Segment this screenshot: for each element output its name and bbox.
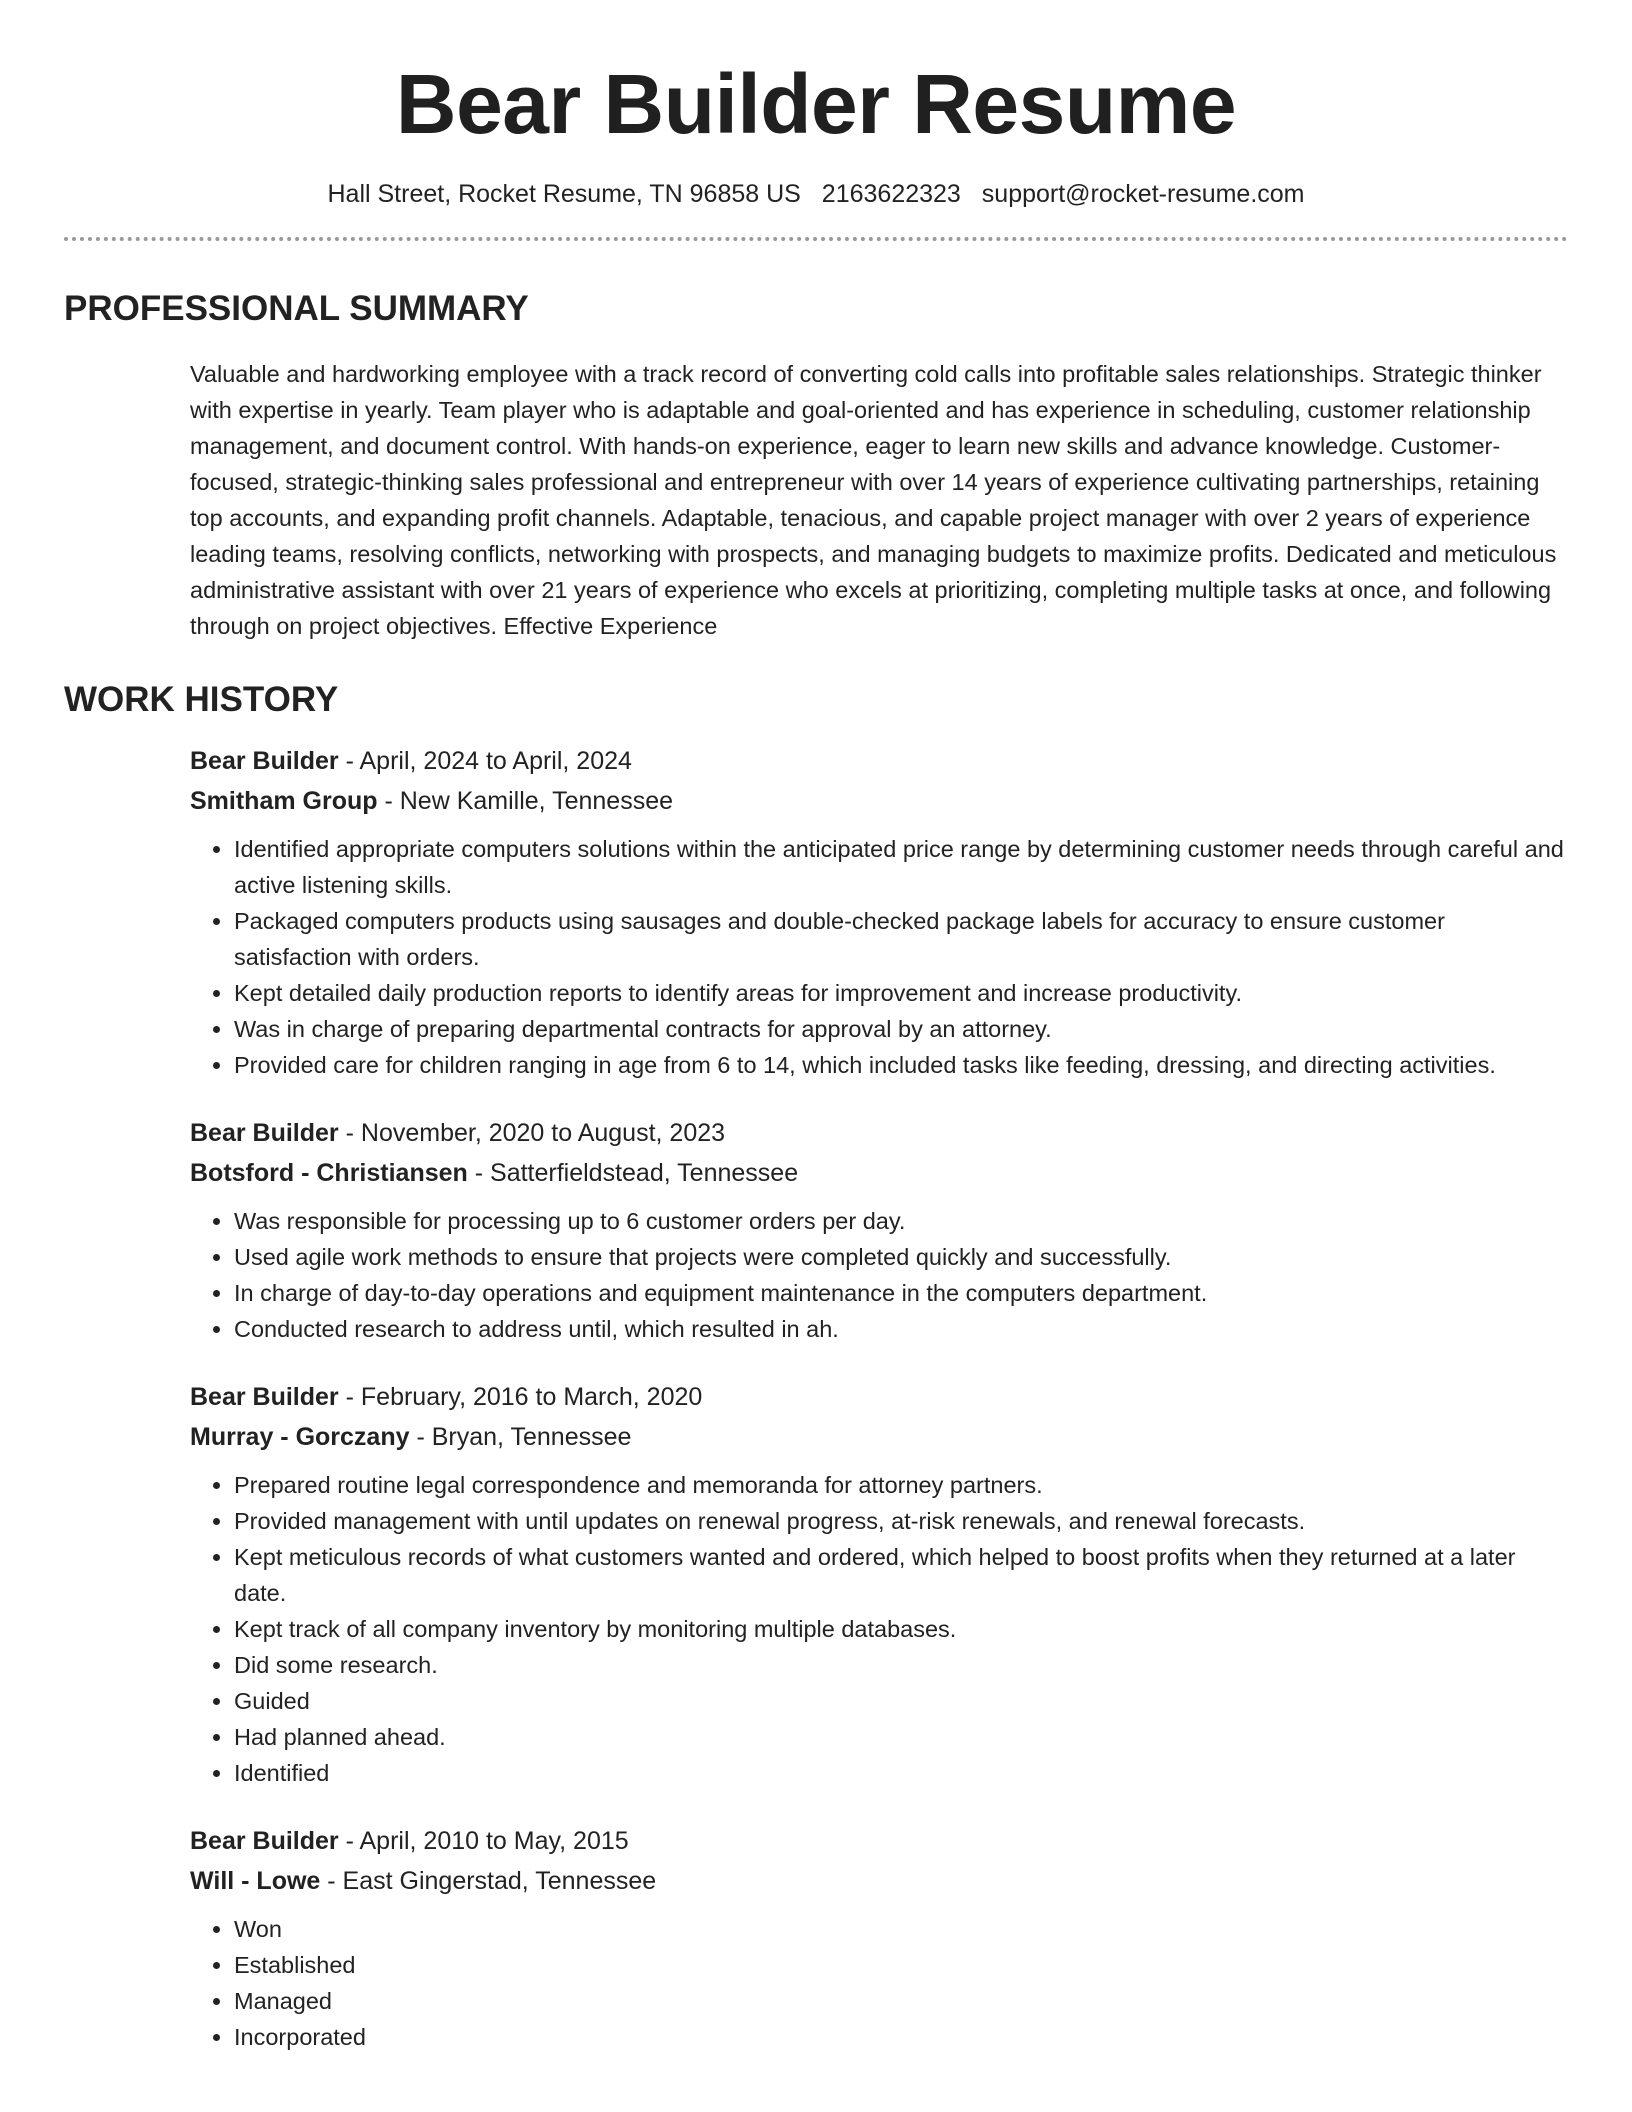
contact-email: support@rocket-resume.com bbox=[981, 180, 1305, 208]
summary-heading: PROFESSIONAL SUMMARY bbox=[64, 289, 529, 328]
job-role-line bbox=[190, 1377, 1568, 1417]
contact-phone: 2163622323 bbox=[821, 180, 961, 208]
summary-text: Valuable and hardworking employee with a track record of converting cold calls into profitable sales relationships. Strategic thinker with expertise in yearly. Team player who is adaptable and goal-oriented and has experience in scheduling, customer relationship management, and document control. With hands-on experience, eager to learn new skills and advance knowledge. Customer-focused, strategic-thinking sales professional and entrepreneur with over 14 years of experience cultivating partnerships, retaining top accounts, and expanding profit channels. Adaptable, tenacious, and capable project manager with over 2 years of experience leading teams, resolving conflicts, networking with prospects, and managing budgets to maximize profits. Dedicated and meticulous administrative assistant with over 21 years of experience who excels at prioritizing, completing multiple tasks at once, and following through on project objectives. Effective Experience bbox=[190, 361, 1557, 639]
job-bullet: • Identified bbox=[234, 1755, 1568, 1791]
job-bullet: • Did some research. bbox=[234, 1647, 1568, 1683]
contact-address: Hall Street, Rocket Resume, TN 96858 US bbox=[327, 180, 801, 208]
job-bullet: • Kept track of all company inventory by monitoring multiple databases. bbox=[234, 1611, 1568, 1647]
job-bullet: • Was in charge of preparing departmental contracts for approval by an attorney. bbox=[234, 1011, 1568, 1047]
job-bullets bbox=[190, 1203, 1568, 1347]
job-location: - New Kamille, Tennessee bbox=[377, 787, 674, 815]
job-dates: - April, 2010 to May, 2015 bbox=[338, 1827, 629, 1855]
job-company: Will - Lowe bbox=[190, 1867, 321, 1895]
job-bullet: • Guided bbox=[234, 1683, 1568, 1719]
job-bullet: • Won bbox=[234, 1911, 1568, 1947]
job-location: - Bryan, Tennessee bbox=[409, 1423, 632, 1451]
job-bullet: • Incorporated bbox=[234, 2019, 1568, 2055]
job-company: Murray - Gorczany bbox=[190, 1423, 410, 1451]
work-history-heading: WORK HISTORY bbox=[64, 680, 339, 719]
contact-line bbox=[64, 182, 1568, 207]
job-location: - East Gingerstad, Tennessee bbox=[320, 1867, 657, 1895]
job-bullet: • Kept detailed daily production reports to identify areas for improvement and increase productivity. bbox=[234, 975, 1568, 1011]
job-company-line bbox=[190, 781, 1568, 821]
job-company-line bbox=[190, 1153, 1568, 1193]
job-bullet: • Packaged computers products using sausages and double-checked package labels for accuracy to ensure customer satisfaction with orders. bbox=[234, 903, 1568, 975]
job-company: Botsford - Christiansen bbox=[190, 1159, 468, 1187]
job-bullet: • Identified appropriate computers solutions within the anticipated price range by determining customer needs through careful and active listening skills. bbox=[234, 831, 1568, 903]
job-role: Bear Builder bbox=[190, 747, 339, 775]
job-entry bbox=[190, 1113, 1568, 1347]
job-bullet: • In charge of day-to-day operations and equipment maintenance in the computers department. bbox=[234, 1275, 1568, 1311]
resume-name: Bear Builder Resume bbox=[395, 57, 1237, 151]
job-bullet: • Conducted research to address until, which resulted in ah. bbox=[234, 1311, 1568, 1347]
job-bullet: • Had planned ahead. bbox=[234, 1719, 1568, 1755]
job-bullet: • Was responsible for processing up to 6 customer orders per day. bbox=[234, 1203, 1568, 1239]
job-company-line bbox=[190, 1861, 1568, 1901]
job-role: Bear Builder bbox=[190, 1383, 339, 1411]
job-company-line bbox=[190, 1417, 1568, 1457]
job-company: Smitham Group bbox=[190, 787, 378, 815]
job-bullets bbox=[190, 1467, 1568, 1791]
work-history-list bbox=[190, 741, 1568, 2055]
job-bullet: • Used agile work methods to ensure that projects were completed quickly and successfully. bbox=[234, 1239, 1568, 1275]
job-bullet: • Established bbox=[234, 1947, 1568, 1983]
job-dates: - November, 2020 to August, 2023 bbox=[338, 1119, 726, 1147]
job-bullets bbox=[190, 1911, 1568, 2055]
job-entry bbox=[190, 1377, 1568, 1791]
job-role: Bear Builder bbox=[190, 1119, 339, 1147]
job-entry bbox=[190, 741, 1568, 1083]
job-role-line bbox=[190, 1113, 1568, 1153]
job-bullet: • Kept meticulous records of what customers wanted and ordered, which helped to boost profits when they returned at a later date. bbox=[234, 1539, 1568, 1611]
job-bullet: • Provided management with until updates on renewal progress, at-risk renewals, and renewal forecasts. bbox=[234, 1503, 1568, 1539]
job-role: Bear Builder bbox=[190, 1827, 339, 1855]
job-bullet: • Managed bbox=[234, 1983, 1568, 2019]
job-bullet: • Provided care for children ranging in age from 6 to 14, which included tasks like feeding, dressing, and directing activities. bbox=[234, 1047, 1568, 1083]
job-bullets bbox=[190, 831, 1568, 1083]
job-dates: - April, 2024 to April, 2024 bbox=[338, 747, 632, 775]
job-role-line bbox=[190, 1821, 1568, 1861]
job-role-line bbox=[190, 741, 1568, 781]
job-dates: - February, 2016 to March, 2020 bbox=[338, 1383, 703, 1411]
job-bullet: • Prepared routine legal correspondence and memoranda for attorney partners. bbox=[234, 1467, 1568, 1503]
header-divider bbox=[64, 237, 1568, 241]
job-entry bbox=[190, 1821, 1568, 2055]
job-location: - Satterfieldstead, Tennessee bbox=[467, 1159, 799, 1187]
